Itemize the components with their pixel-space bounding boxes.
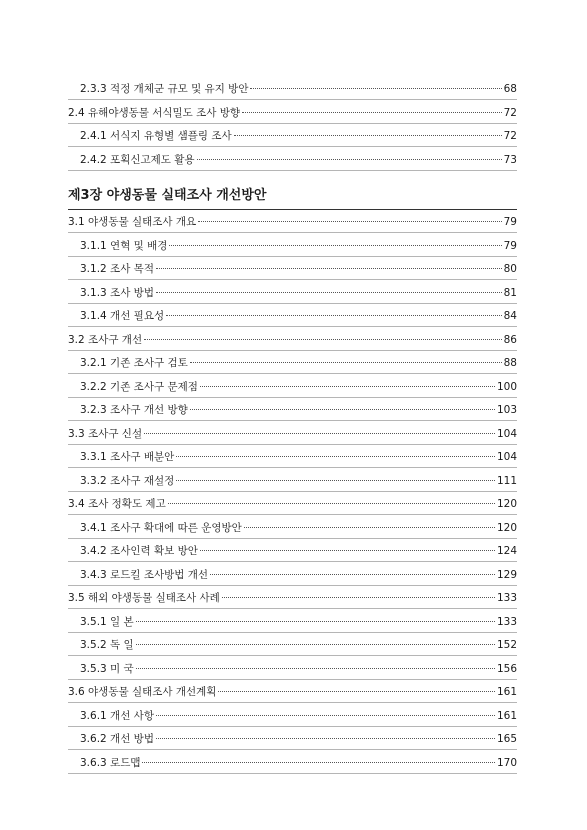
toc-page-number: 129 — [496, 568, 517, 581]
toc-page-number: 165 — [496, 733, 517, 745]
toc-entry-label: 3.1.2 조사 목적 — [80, 263, 154, 275]
toc-subsection-entry[interactable] — [68, 306, 517, 326]
row-divider — [68, 232, 517, 233]
dot-leader — [250, 87, 501, 89]
row-divider — [68, 444, 517, 445]
toc-entry-label: 2.3.3 적정 개체군 규모 및 유지 방안 — [80, 83, 249, 95]
toc-subsection-entry[interactable] — [68, 753, 517, 773]
toc-page-number: 133 — [496, 615, 517, 628]
toc-page-number: 72 — [503, 106, 517, 119]
toc-section-entry[interactable] — [68, 103, 517, 123]
chapter-heading: 제3장 야생동물 실태조사 개선방안 — [68, 188, 267, 203]
row-divider — [68, 420, 517, 421]
toc-entry-label: 3.3.1 조사구 배분안 — [80, 451, 175, 463]
toc-entry-label: 3.4 조사 정확도 제고 — [68, 498, 166, 510]
toc-page-number: 156 — [496, 662, 517, 675]
toc-entry-label: 3.5.3 미 국 — [80, 662, 134, 675]
toc-subsection-entry[interactable] — [68, 259, 517, 279]
row-divider — [68, 726, 517, 727]
toc-entry-label: 3.5.1 일 본 — [80, 615, 134, 628]
toc-subsection-entry[interactable] — [68, 79, 517, 99]
dot-leader — [218, 690, 495, 692]
toc-entry-label: 3.5.2 독 일 — [80, 639, 134, 651]
toc-subsection-entry[interactable] — [68, 283, 517, 303]
dot-leader — [156, 737, 495, 739]
row-divider — [68, 608, 517, 609]
toc-section-entry[interactable] — [68, 330, 517, 350]
toc-subsection-entry[interactable] — [68, 150, 517, 170]
dot-leader — [136, 667, 495, 669]
dot-leader — [144, 432, 495, 434]
row-divider — [68, 467, 517, 468]
dot-leader — [136, 643, 495, 645]
row-divider — [68, 749, 517, 750]
dot-leader — [156, 714, 495, 716]
row-divider — [68, 279, 517, 280]
toc-section-entry[interactable] — [68, 588, 517, 608]
toc-page-number: 133 — [496, 592, 517, 604]
row-divider — [68, 702, 517, 703]
toc-page-number: 120 — [496, 498, 517, 510]
dot-leader — [200, 549, 495, 551]
toc-entry-label: 3.3 조사구 신설 — [68, 427, 143, 440]
row-divider — [68, 514, 517, 515]
dot-leader — [136, 620, 495, 622]
toc-subsection-entry[interactable] — [68, 659, 517, 679]
dot-leader — [200, 385, 495, 387]
row-divider — [68, 561, 517, 562]
toc-entry-label: 3.6.3 로드맵 — [80, 756, 141, 769]
toc-page-number: 79 — [503, 216, 517, 228]
dot-leader — [169, 244, 501, 246]
toc-entry-label: 3.1.3 조사 방법 — [80, 286, 154, 299]
toc-entry-label: 3.4.1 조사구 확대에 따른 운영방안 — [80, 521, 242, 534]
dot-leader — [176, 479, 495, 481]
row-divider — [68, 256, 517, 257]
toc-page-number: 161 — [496, 709, 517, 722]
toc-page-number: 72 — [503, 130, 517, 142]
toc-page-number: 104 — [496, 451, 517, 463]
toc-entry-label: 3.5 해외 야생동물 실태조사 사례 — [68, 592, 220, 604]
dot-leader — [190, 408, 495, 410]
toc-subsection-entry[interactable] — [68, 236, 517, 256]
dot-leader — [198, 220, 501, 222]
dot-leader — [168, 502, 495, 504]
toc-page-number: 152 — [496, 639, 517, 651]
row-divider — [68, 170, 517, 171]
toc-entry-label: 3.2 조사구 개선 — [68, 333, 143, 346]
toc-subsection-entry[interactable] — [68, 471, 517, 491]
toc-entry-label: 3.2.3 조사구 개선 방향 — [80, 404, 188, 416]
row-divider — [68, 585, 517, 586]
dot-leader — [210, 573, 495, 575]
toc-section-entry[interactable] — [68, 212, 517, 232]
dot-leader — [166, 314, 502, 316]
row-divider — [68, 350, 517, 351]
row-divider — [68, 679, 517, 680]
toc-page-number: 120 — [496, 521, 517, 534]
toc-subsection-entry[interactable] — [68, 377, 517, 397]
toc-entry-label: 2.4.2 포획신고제도 활용 — [80, 153, 195, 166]
toc-page-number: 68 — [503, 83, 517, 95]
row-divider — [68, 303, 517, 304]
dot-leader — [156, 267, 502, 269]
toc-page-number: 111 — [496, 474, 517, 487]
row-divider — [68, 123, 517, 124]
toc-page-number: 79 — [503, 239, 517, 252]
toc-section-entry[interactable] — [68, 494, 517, 514]
dot-leader — [156, 291, 502, 293]
dot-leader — [144, 338, 502, 340]
dot-leader — [244, 526, 495, 528]
toc-subsection-entry[interactable] — [68, 447, 517, 467]
toc-entry-label: 3.6.2 개선 방법 — [80, 733, 154, 745]
toc-subsection-entry[interactable] — [68, 635, 517, 655]
toc-page-number: 86 — [503, 333, 517, 346]
row-divider — [68, 373, 517, 374]
dot-leader — [142, 761, 494, 763]
row-divider — [68, 99, 517, 100]
toc-subsection-entry[interactable] — [68, 612, 517, 632]
toc-page-number: 88 — [503, 357, 517, 369]
toc-subsection-entry[interactable] — [68, 518, 517, 538]
dot-leader — [190, 361, 502, 363]
dot-leader — [234, 134, 502, 136]
toc-subsection-entry[interactable] — [68, 729, 517, 749]
toc-page-number: 124 — [496, 545, 517, 557]
toc-section-entry[interactable] — [68, 424, 517, 444]
row-divider — [68, 146, 517, 147]
toc-entry-label: 2.4.1 서식지 유형별 샘플링 조사 — [80, 130, 232, 142]
toc-entry-label: 3.6.1 개선 사항 — [80, 709, 154, 722]
toc-page-number: 104 — [496, 427, 517, 440]
toc-page-number: 84 — [503, 310, 517, 322]
row-divider — [68, 773, 517, 774]
toc-subsection-entry[interactable] — [68, 565, 517, 585]
row-divider — [68, 491, 517, 492]
toc-entry-label: 3.6 야생동물 실태조사 개선계획 — [68, 686, 217, 698]
dot-leader — [176, 455, 495, 457]
toc-entry-label: 3.1 야생동물 실태조사 개요 — [68, 216, 197, 228]
toc-entry-label: 2.4 유해야생동물 서식밀도 조사 방향 — [68, 106, 241, 119]
toc-page-number: 100 — [496, 380, 517, 393]
toc-subsection-entry[interactable] — [68, 353, 517, 373]
toc-page-number: 81 — [503, 286, 517, 299]
toc-entry-label: 3.1.4 개선 필요성 — [80, 310, 165, 322]
dot-leader — [242, 111, 502, 113]
row-divider — [68, 632, 517, 633]
toc-page-number: 170 — [496, 756, 517, 769]
row-divider — [68, 538, 517, 539]
toc-page-number: 80 — [503, 263, 517, 275]
toc-page-number: 161 — [496, 686, 517, 698]
toc-subsection-entry[interactable] — [68, 706, 517, 726]
toc-section-entry[interactable] — [68, 682, 517, 702]
row-divider — [68, 655, 517, 656]
toc-page-number: 73 — [503, 153, 517, 166]
dot-leader — [197, 158, 502, 160]
dot-leader — [222, 596, 495, 598]
toc-entry-label: 3.3.2 조사구 재설정 — [80, 474, 175, 487]
toc-subsection-entry[interactable] — [68, 400, 517, 420]
toc-entry-label: 3.1.1 연혁 및 배경 — [80, 239, 168, 252]
toc-page-number: 103 — [496, 404, 517, 416]
row-divider — [68, 397, 517, 398]
toc-entry-label: 3.4.3 로드킬 조사방법 개선 — [80, 568, 209, 581]
toc-subsection-entry[interactable] — [68, 541, 517, 561]
toc-entry-label: 3.2.2 기존 조사구 문제점 — [80, 380, 198, 393]
toc-entry-label: 3.2.1 기존 조사구 검토 — [80, 357, 188, 369]
row-divider — [68, 326, 517, 327]
chapter-rule — [68, 209, 517, 210]
toc-subsection-entry[interactable] — [68, 126, 517, 146]
toc-entry-label: 3.4.2 조사인력 확보 방안 — [80, 545, 198, 557]
